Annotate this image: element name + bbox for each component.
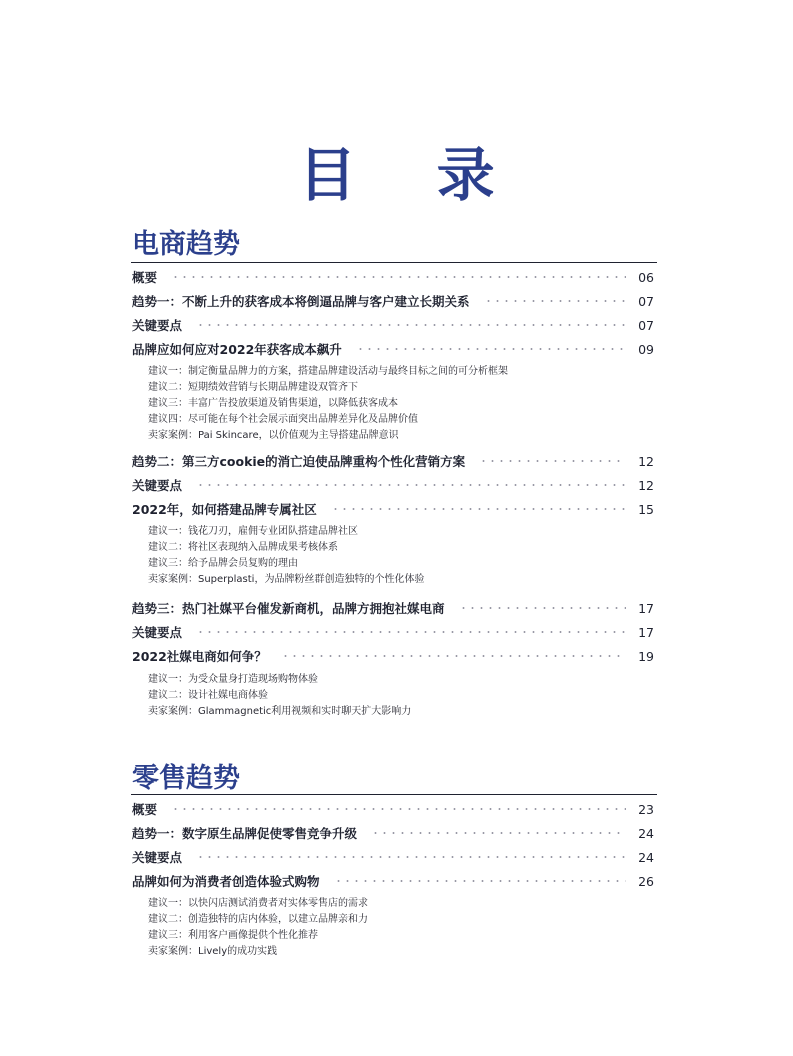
- dot-leader: [331, 508, 626, 510]
- page-number: 15: [638, 501, 654, 517]
- toc-row[interactable]: [132, 646, 654, 666]
- sub-item: 建议三：利用客户画像提供个性化推荐: [148, 930, 318, 941]
- page-number: 06: [638, 269, 654, 285]
- dot-leader: [196, 324, 626, 326]
- sub-item: 卖家案例：Glammagnetic利用视频和实时聊天扩大影响力: [148, 706, 412, 717]
- toc-row[interactable]: [132, 622, 654, 642]
- toc-label: 趋势三：热门社媒平台催发新商机，品牌方拥抱社媒电商: [132, 601, 445, 616]
- toc-label: 关键要点: [132, 318, 183, 333]
- sub-item: 建议二：创造独特的店内体验，以建立品牌亲和力: [148, 914, 368, 925]
- sub-item: 建议四：尽可能在每个社会展示面突出品牌差异化及品牌价值: [148, 414, 418, 425]
- page-number: 09: [638, 341, 654, 357]
- dot-leader: [479, 460, 626, 462]
- sub-item: 卖家案例：Pai Skincare，以价值观为主导搭建品牌意识: [148, 430, 399, 441]
- toc-row[interactable]: [132, 339, 654, 359]
- sub-item: 卖家案例：Lively的成功实践: [148, 946, 278, 957]
- page-number: 12: [638, 453, 654, 469]
- dot-leader: [459, 607, 626, 609]
- section-divider: [131, 794, 657, 795]
- toc-label: 概要: [132, 802, 158, 817]
- dot-leader: [371, 832, 626, 834]
- page-number: 17: [638, 624, 654, 640]
- toc-label: 关键要点: [132, 850, 183, 865]
- page-number: 24: [638, 849, 654, 865]
- dot-leader: [196, 856, 626, 858]
- toc-label: 概要: [132, 270, 158, 285]
- sub-item: 建议三：给予品牌会员复购的理由: [148, 558, 298, 569]
- sub-item: 建议二：短期绩效营销与长期品牌建设双管齐下: [148, 382, 358, 393]
- dot-leader: [281, 655, 626, 657]
- toc-row[interactable]: [132, 315, 654, 335]
- toc-row[interactable]: [132, 823, 654, 843]
- toc-label: 品牌如何为消费者创造体验式购物: [132, 874, 320, 889]
- sub-item: 建议三：丰富广告投放渠道及销售渠道，以降低获客成本: [148, 398, 398, 409]
- sub-item: 建议一：钱花刀刃，雇佣专业团队搭建品牌社区: [148, 526, 358, 537]
- toc-row[interactable]: [132, 451, 654, 471]
- toc-label: 2022社媒电商如何争？: [132, 649, 267, 664]
- page-number: 19: [638, 648, 654, 664]
- toc-row[interactable]: [132, 598, 654, 618]
- section-title-ecommerce: 电商趋势: [132, 229, 240, 260]
- dot-leader: [334, 880, 626, 882]
- sub-item: 建议一：以快闪店测试消费者对实体零售店的需求: [148, 898, 368, 909]
- dot-leader: [356, 348, 626, 350]
- toc-row[interactable]: [132, 847, 654, 867]
- toc-row[interactable]: [132, 871, 654, 891]
- page-number: 07: [638, 317, 654, 333]
- page-number: 24: [638, 825, 654, 841]
- dot-leader: [171, 276, 626, 278]
- page-number: 07: [638, 293, 654, 309]
- toc-row[interactable]: [132, 799, 654, 819]
- toc-label: 关键要点: [132, 625, 183, 640]
- toc-row[interactable]: [132, 267, 654, 287]
- toc-label: 趋势二：第三方cookie的消亡迫使品牌重构个性化营销方案: [132, 454, 466, 469]
- dot-leader: [196, 631, 626, 633]
- page-number: 12: [638, 477, 654, 493]
- dot-leader: [171, 808, 626, 810]
- toc-row[interactable]: [132, 499, 654, 519]
- section-divider: [131, 262, 657, 263]
- sub-item: 卖家案例：Superplasti，为品牌粉丝群创造独特的个性化体验: [148, 574, 425, 585]
- page-number: 23: [638, 801, 654, 817]
- section-title-retail: 零售趋势: [132, 763, 240, 794]
- toc-label: 趋势一：数字原生品牌促使零售竞争升级: [132, 826, 358, 841]
- toc-row[interactable]: [132, 291, 654, 311]
- page-number: 17: [638, 600, 654, 616]
- sub-item: 建议二：设计社媒电商体验: [148, 690, 268, 701]
- sub-item: 建议二：将社区表现纳入品牌成果考核体系: [148, 542, 338, 553]
- dot-leader: [196, 484, 626, 486]
- sub-item: 建议一：制定衡量品牌力的方案，搭建品牌建设活动与最终目标之间的可分析框架: [148, 366, 508, 377]
- dot-leader: [484, 300, 626, 302]
- sub-item: 建议一：为受众量身打造现场购物体验: [148, 674, 318, 685]
- toc-row[interactable]: [132, 475, 654, 495]
- toc-label: 2022年，如何搭建品牌专属社区: [132, 502, 317, 517]
- toc-label: 品牌应如何应对2022年获客成本飙升: [132, 342, 342, 357]
- toc-label: 关键要点: [132, 478, 183, 493]
- page-title: 目 录: [298, 141, 525, 209]
- toc-label: 趋势一：不断上升的获客成本将倒逼品牌与客户建立长期关系: [132, 294, 470, 309]
- page-number: 26: [638, 873, 654, 889]
